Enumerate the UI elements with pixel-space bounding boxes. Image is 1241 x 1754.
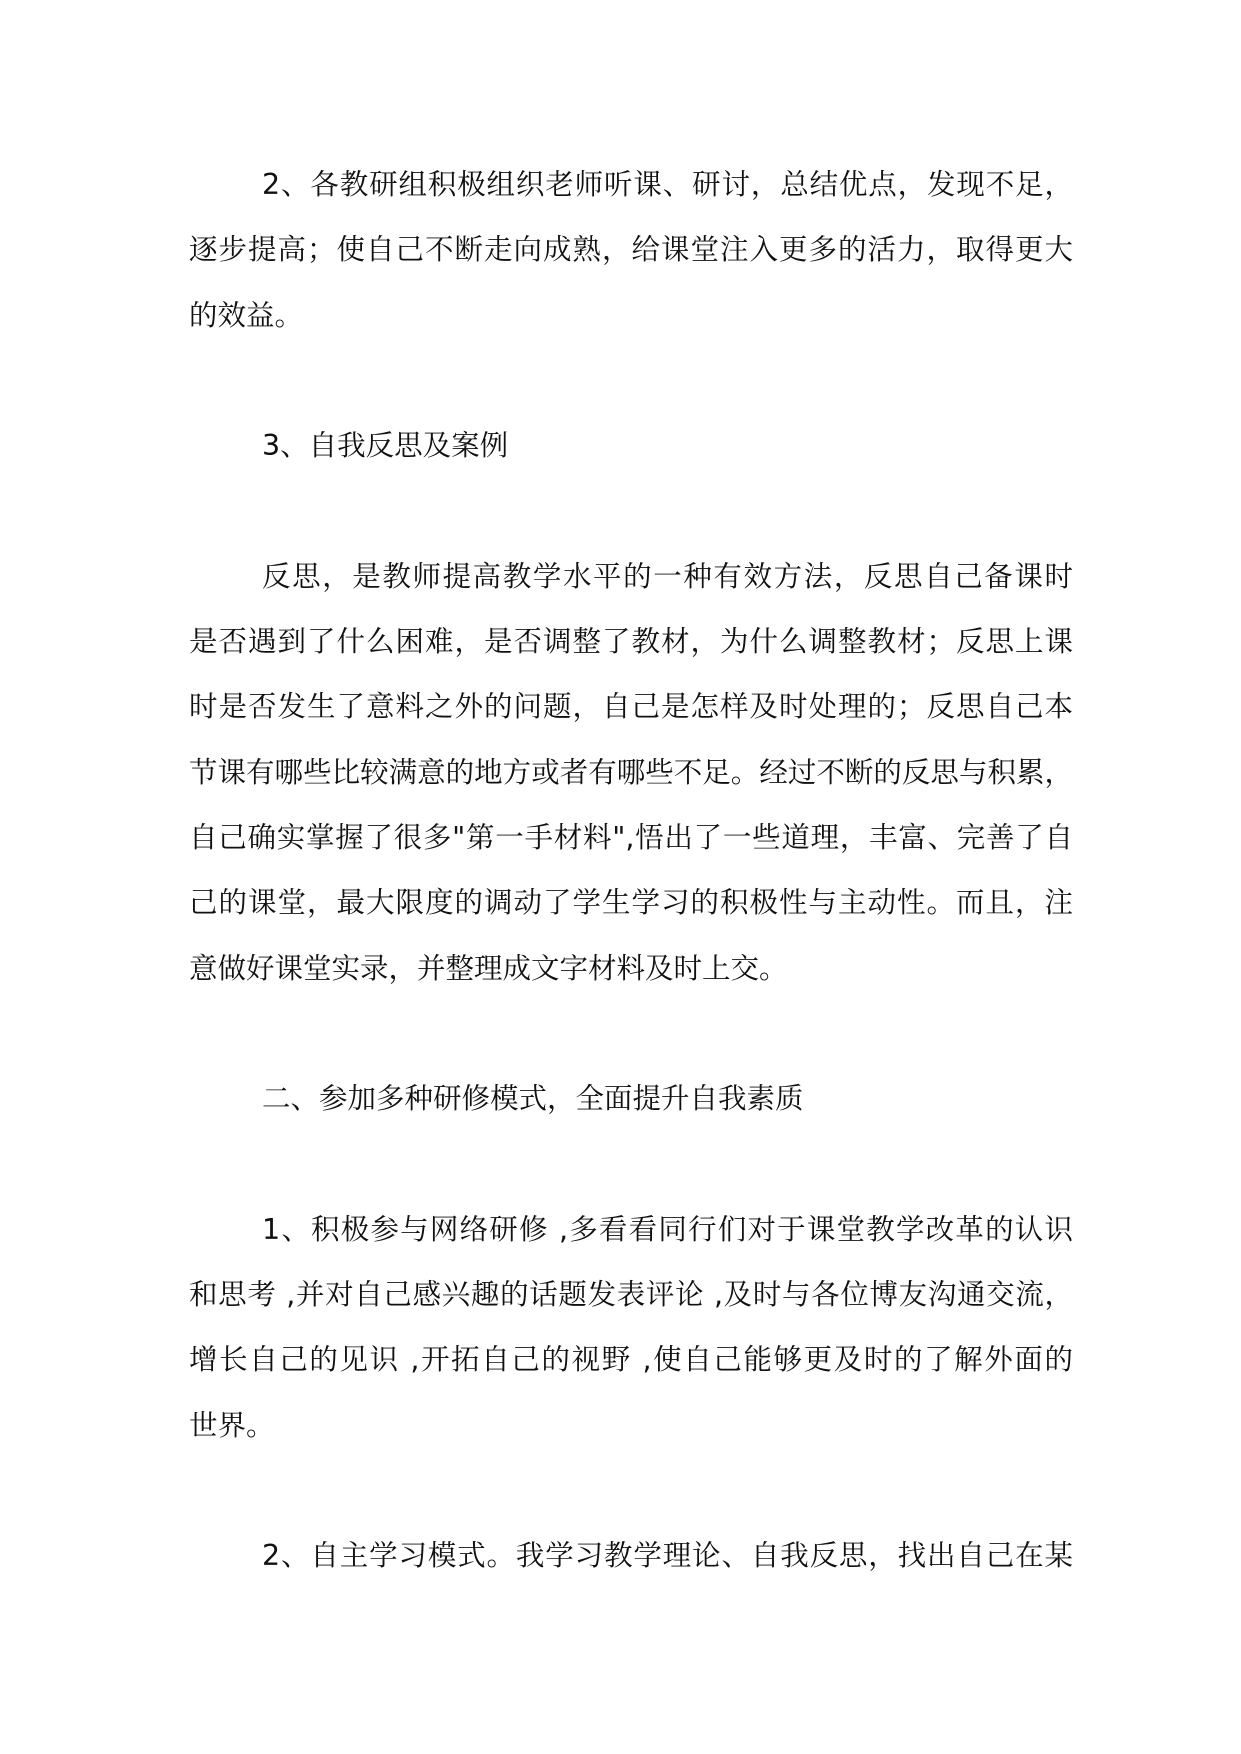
section-heading-self-reflection (189, 413, 1073, 478)
paragraph-self-study (189, 1523, 1073, 1588)
heading-line: 二、参加多种研修模式，全面提升自我素质 (262, 1082, 804, 1116)
section-heading-training-modes (189, 1066, 1073, 1131)
text-line: 逐步提高；使自己不断走向成熟，给课堂注入更多的活力，取得更大 (189, 233, 1073, 267)
text-line: 反思，是教师提高教学水平的一种有效方法，反思自己备课时 (262, 559, 1073, 593)
text-line: 世界。 (189, 1408, 275, 1442)
text-line: 1、积极参与网络研修 ,多看看同行们对于课堂教学改革的认识 (262, 1212, 1073, 1246)
text-line: 己的课堂，最大限度的调动了学生学习的积极性与主动性。而且，注 (189, 886, 1073, 920)
document-body (189, 152, 1073, 1654)
text-line: 意做好课堂实录，并整理成文字材料及时上交。 (189, 951, 788, 985)
text-line: 节课有哪些比较满意的地方或者有哪些不足。经过不断的反思与积累， (189, 755, 1073, 789)
text-line: 增长自己的见识 ,开拓自己的视野 ,使自己能够更及时的了解外面的 (189, 1343, 1073, 1377)
paragraph-reflection (189, 544, 1073, 1001)
paragraph-teaching-research-groups (189, 152, 1073, 348)
text-line: 的效益。 (189, 298, 304, 332)
text-line: 自己确实掌握了很多"第一手材料",悟出了一些道理，丰富、完善了自 (189, 820, 1073, 854)
text-line: 2、自主学习模式。我学习教学理论、自我反思，找出自己在某 (262, 1539, 1073, 1573)
text-line: 时是否发生了意料之外的问题，自己是怎样及时处理的；反思自己本 (189, 690, 1073, 724)
paragraph-online-training (189, 1197, 1073, 1458)
text-line: 2、各教研组积极组织老师听课、研讨，总结优点，发现不足， (262, 168, 1073, 201)
heading-line: 3、自我反思及案例 (262, 429, 509, 463)
text-line: 是否遇到了什么困难，是否调整了教材，为什么调整教材；反思上课 (189, 625, 1073, 659)
text-line: 和思考 ,并对自己感兴趣的话题发表评论 ,及时与各位博友沟通交流， (189, 1278, 1073, 1312)
